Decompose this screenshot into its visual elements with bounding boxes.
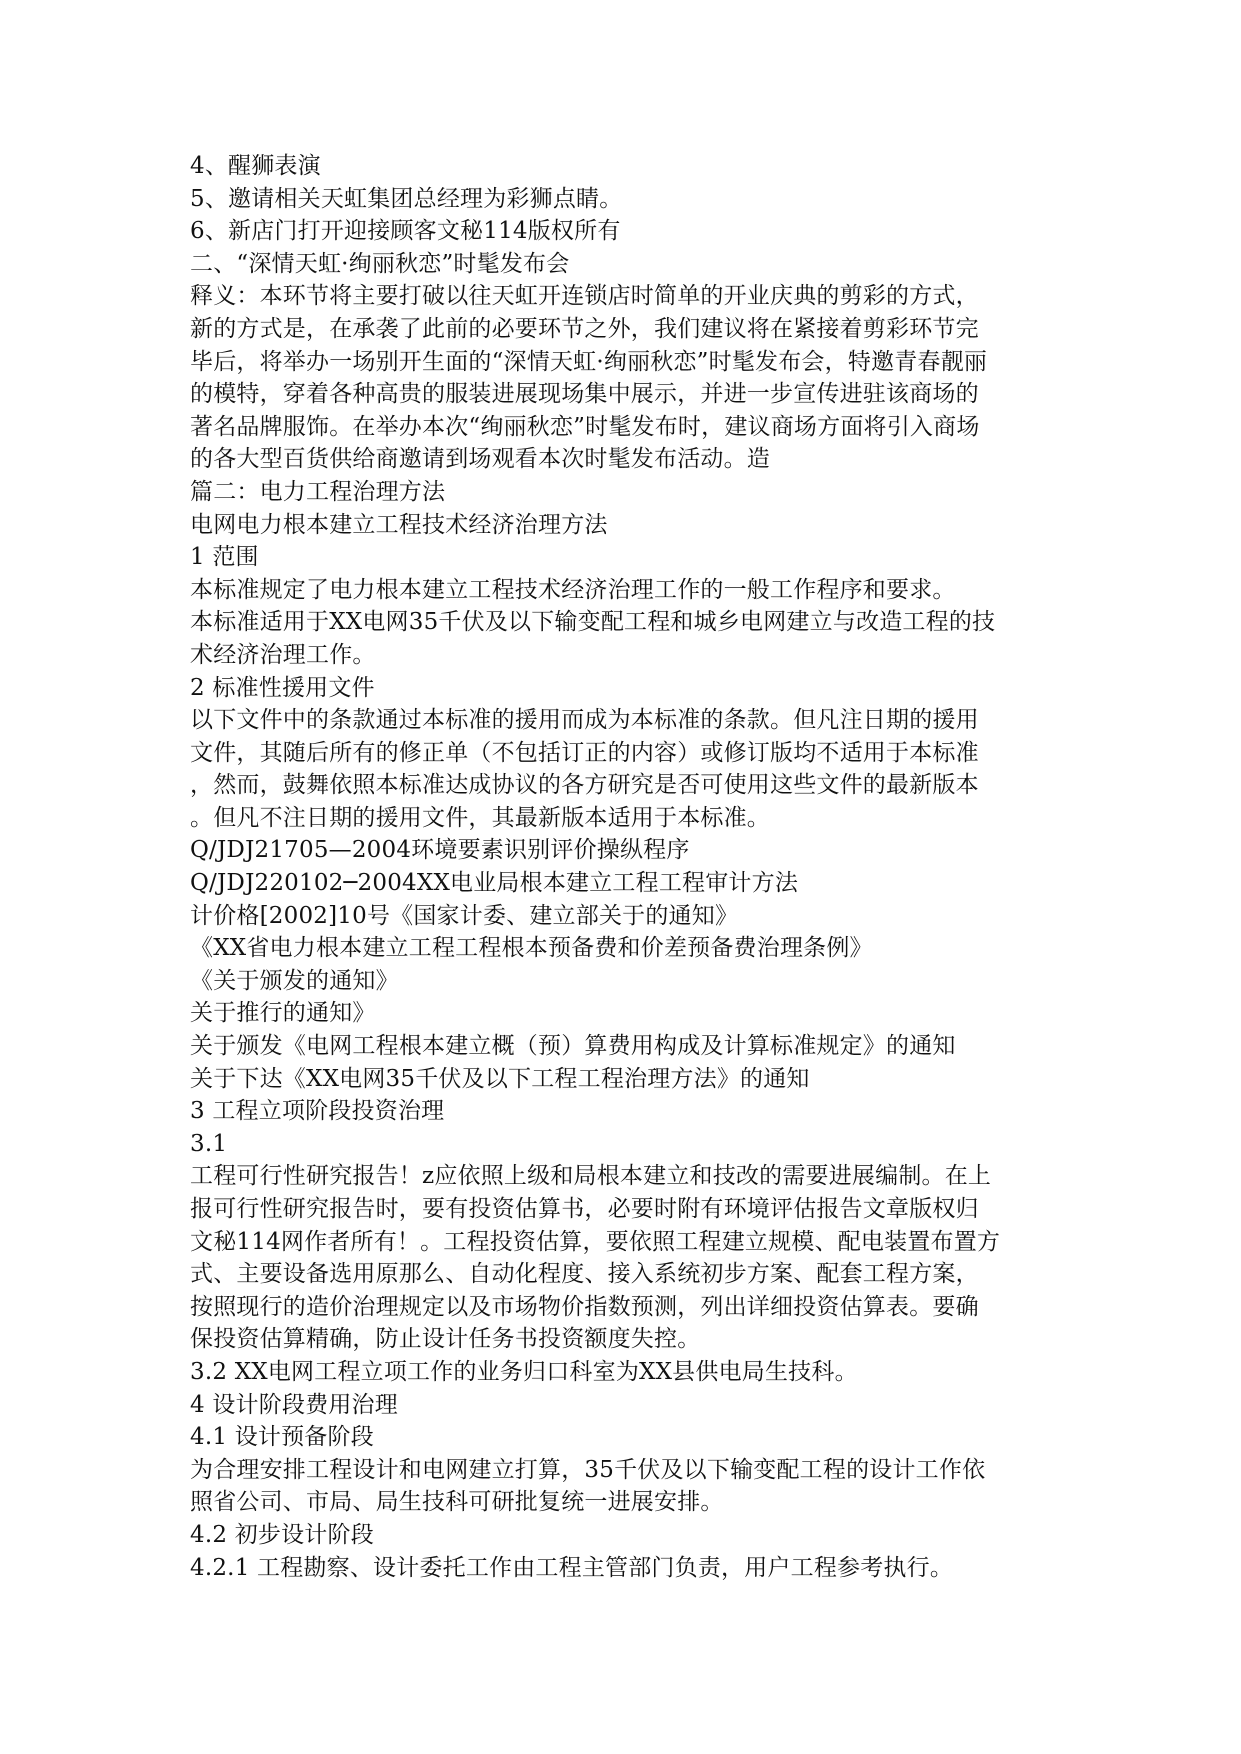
reference-item: 《XX省电力根本建立工程工程根本预备费和价差预备费治理条例》 <box>190 935 873 962</box>
text-line: 按照现行的造价治理规定以及市场物价指数预测，列出详细投资估算表。要确 <box>190 1293 979 1320</box>
reference-item: 《关于颁发的通知》 <box>190 967 399 994</box>
document-title: 电网电力根本建立工程技术经济治理方法 <box>190 511 608 538</box>
document-body <box>190 150 1070 1584</box>
text-line: 文秘114网作者所有！。工程投资估算，要依照工程建立规模、配电装置布置方 <box>190 1228 1001 1255</box>
text-line: 新的方式是，在承袭了此前的必要环节之外，我们建议将在紧接着剪彩环节完 <box>190 315 979 342</box>
text-line: 式、主要设备选用原那么、自动化程度、接入系统初步方案、配套工程方案， <box>190 1261 979 1288</box>
text-line: 本标准规定了电力根本建立工程技术经济治理工作的一般工作程序和要求。 <box>190 576 956 603</box>
text-line: 。但凡不注日期的援用文件，其最新版本适用于本标准。 <box>190 804 770 831</box>
text-line: 报可行性研究报告时，要有投资估算书，必要时附有环境评估报告文章版权归 <box>190 1196 979 1222</box>
reference-item: 关于下达《XX电网35千伏及以下工程工程治理方法》的通知 <box>190 1065 810 1092</box>
text-line: 照省公司、市局、局生技科可研批复统一进展安排。 <box>190 1489 724 1516</box>
text-line: 4、醒狮表演 <box>190 153 321 179</box>
text-line: ，然而，鼓舞依照本标准达成协议的各方研究是否可使用这些文件的最新版本 <box>190 772 979 799</box>
reference-item: 计价格[2002]10号《国家计委、建立部关于的通知》 <box>190 902 739 929</box>
text-line: 以下文件中的条款通过本标准的援用而成为本标准的条款。但凡注日期的援用 <box>190 707 979 734</box>
text-line: 的模特，穿着各种高贵的服装进展现场集中展示，并进一步宣传进驻该商场的 <box>190 381 979 408</box>
text-line: 术经济治理工作。 <box>190 641 376 668</box>
text-line: 保投资估算精确，防止设计任务书投资额度失控。 <box>190 1326 701 1353</box>
reference-item: 关于推行的通知》 <box>190 1000 376 1027</box>
section-heading: 二、“深情天虹·绚丽秋恋”时髦发布会 <box>190 250 570 277</box>
text-line: 3.2 XX电网工程立项工作的业务归口科室为XX县供电局生技科。 <box>190 1358 858 1385</box>
section-heading: 3 工程立项阶段投资治理 <box>190 1098 445 1125</box>
text-line: 释义：本环节将主要打破以往天虹开连锁店时简单的开业庆典的剪彩的方式， <box>190 283 979 310</box>
section-heading: 4 设计阶段费用治理 <box>190 1391 398 1418</box>
section-number: 3.1 <box>190 1130 228 1157</box>
section-heading: 1 范围 <box>190 544 259 571</box>
section-heading: 4.1 设计预备阶段 <box>190 1424 374 1451</box>
text-line: 本标准适用于XX电网35千伏及以下输变配工程和城乡电网建立与改造工程的技 <box>190 609 996 636</box>
text-line: 著名品牌服饰。在举办本次“绚丽秋恋”时髦发布时，建议商场方面将引入商场 <box>190 413 980 440</box>
reference-item: Q/JDJ220102─2004XX电业局根本建立工程工程审计方法 <box>190 870 799 897</box>
section-heading: 2 标准性援用文件 <box>190 674 375 701</box>
text-line: 的各大型百货供给商邀请到场观看本次时髦发布活动。造 <box>190 446 770 473</box>
text-line: 工程可行性研究报告！z应依照上级和局根本建立和技改的需要进展编制。在上 <box>190 1163 992 1190</box>
section-heading: 篇二：电力工程治理方法 <box>190 478 446 505</box>
text-line: 4.2.1 工程勘察、设计委托工作由工程主管部门负责，用户工程参考执行。 <box>190 1554 954 1581</box>
text-line: 文件，其随后所有的修正单（不包括订正的内容）或修订版均不适用于本标准 <box>190 739 979 766</box>
reference-item: Q/JDJ21705—2004环境要素识别评价操纵程序 <box>190 837 690 864</box>
text-line: 为合理安排工程设计和电网建立打算，35千伏及以下输变配工程的设计工作依 <box>190 1456 986 1483</box>
section-heading: 4.2 初步设计阶段 <box>190 1521 374 1548</box>
text-line: 5、邀请相关天虹集团总经理为彩狮点睛。 <box>190 185 623 212</box>
text-line: 6、新店门打开迎接顾客文秘114版权所有 <box>190 218 621 245</box>
text-line: 毕后，将举办一场别开生面的“深情天虹·绚丽秋恋”时髦发布会，特邀青春靓丽 <box>190 348 988 375</box>
reference-item: 关于颁发《电网工程根本建立概（预）算费用构成及计算标准规定》的通知 <box>190 1033 956 1060</box>
